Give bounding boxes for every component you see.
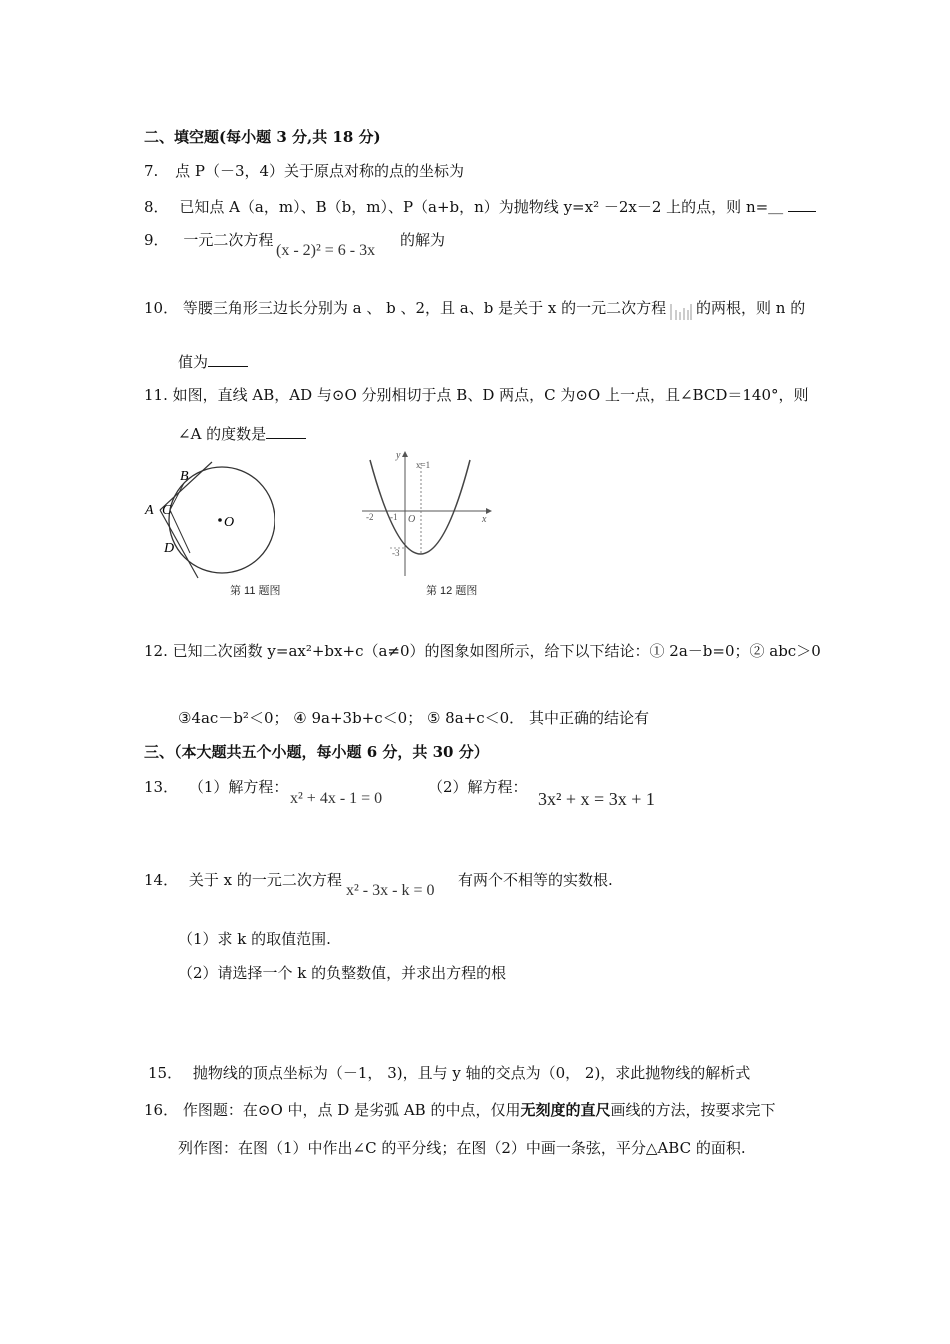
question-number: 13． (144, 778, 179, 796)
section-2-title: 二、填空题(每小题 3 分,共 18 分) (144, 128, 381, 146)
segment-bc (170, 483, 184, 510)
y-axis-arrow (402, 451, 408, 457)
question-text: 点 P（－3，4）关于原点对称的点的坐标为 (175, 162, 465, 180)
question-text: 如图，直线 AB，AD 与⊙O 分别相切于点 B、D 两点，C 为⊙O 上一点，且∠BCD＝140°，则 (172, 386, 809, 404)
question-text-after: 画线的方法，按要求完下 (610, 1101, 776, 1119)
label-minus-3: -3 (392, 548, 400, 558)
question-8 (144, 195, 816, 218)
question-10 (144, 297, 666, 319)
question-number: 14． (144, 871, 179, 889)
label-origin: O (408, 514, 416, 525)
question-number: 11. (144, 386, 168, 404)
question-number: 15． (148, 1064, 183, 1082)
question-text: 一元二次方程 (183, 231, 274, 249)
equation-10-image (668, 300, 694, 324)
question-14-sub2: （2）请选择一个 k 的负整数值，并求出方程的根 (178, 964, 507, 982)
equation-14: x² - 3x - k = 0 (346, 882, 435, 899)
question-number: 7. (144, 162, 159, 180)
parabola (370, 460, 470, 554)
question-number: 8． (144, 198, 169, 216)
question-number: 9． (144, 231, 169, 249)
x-axis-arrow (486, 508, 492, 514)
figure-11-caption: 第 11 题图 (230, 585, 281, 597)
question-9 (144, 229, 273, 251)
question-14-sub1: （1）求 k 的取值范围. (178, 930, 331, 948)
question-10-after: 的两根，则 n 的 (696, 299, 806, 317)
question-text: 作图题：在⊙O 中，点 D 是劣弧 AB 的中点，仅用 (182, 1101, 521, 1119)
question-text: 值为 (178, 353, 209, 371)
section-3-title: 三、（本大题共五个小题，每小题 6 分，共 30 分） (144, 743, 489, 761)
question-14-after: 有两个不相等的实数根. (458, 871, 613, 889)
label-d: D (164, 541, 175, 556)
answer-blank (266, 422, 306, 439)
question-11 (144, 384, 809, 406)
question-text: 已知二次函数 y=ax²+bx+c（a≠0）的图象如图所示，给下以下结论：① 2a－b=0；② abc＞0 (172, 642, 821, 660)
figure-12 (358, 448, 493, 580)
question-number: 10． (144, 299, 179, 317)
equation-9: (x - 2)² = 6 - 3x (276, 242, 376, 259)
question-text: 抛物线的顶点坐标为（－1， 3)，且与 y 轴的交点为（0， 2)，求此抛物线的解析式 (192, 1064, 751, 1082)
answer-blank (788, 195, 816, 212)
question-text: 已知点 A（a，m）、B（b，m）、P（a+b，n）为抛物线 y=x² －2x－2 上的点，则 n=＿ (179, 198, 784, 216)
question-16-line2: 列作图：在图（1）中作出∠C 的平分线；在图（2）中画一条弦，平分△ABC 的面积. (178, 1139, 746, 1157)
question-12-line2: ③4ac－b²＜0； ④ 9a+3b+c＜0； ⑤ 8a+c＜0． 其中正确的结论有 (178, 709, 649, 727)
equation-13-2: 3x² + x = 3x + 1 (538, 789, 655, 809)
label-a: A (145, 503, 154, 518)
label-b: B (180, 469, 189, 484)
question-11-line2 (178, 422, 306, 445)
label-o: O (224, 515, 235, 530)
question-7 (144, 160, 464, 182)
label-x: x (482, 514, 487, 525)
question-number: 16． (144, 1101, 179, 1119)
question-13 (144, 776, 288, 798)
question-12 (144, 640, 821, 662)
label-axis-of-symmetry: x=1 (416, 460, 431, 470)
label-minus-1: -1 (390, 512, 398, 522)
question-10-line2 (178, 350, 248, 373)
answer-blank (208, 350, 248, 367)
question-13-part1: （1）解方程： (188, 778, 289, 796)
question-13-part2: （2）解方程： (428, 778, 528, 796)
figure-12-caption: 第 12 题图 (426, 585, 478, 597)
question-16-bold: 无刻度的直尺 (520, 1101, 611, 1119)
question-16 (144, 1099, 776, 1121)
question-number: 12. (144, 642, 168, 660)
label-c: C (162, 503, 172, 518)
question-9-after: 的解为 (400, 231, 446, 249)
question-14 (144, 869, 342, 891)
label-y: y (396, 450, 401, 461)
center-point (218, 518, 222, 522)
question-15 (148, 1062, 750, 1084)
equation-13-1: x² + 4x - 1 = 0 (290, 790, 383, 807)
figure-11 (140, 458, 275, 583)
label-minus-2: -2 (366, 512, 374, 522)
question-text: ∠A 的度数是 (178, 425, 267, 443)
question-text: 等腰三角形三边长分别为 a 、 b 、2，且 a、b 是关于 x 的一元二次方程 (182, 299, 667, 317)
question-text: 关于 x 的一元二次方程 (188, 871, 342, 889)
